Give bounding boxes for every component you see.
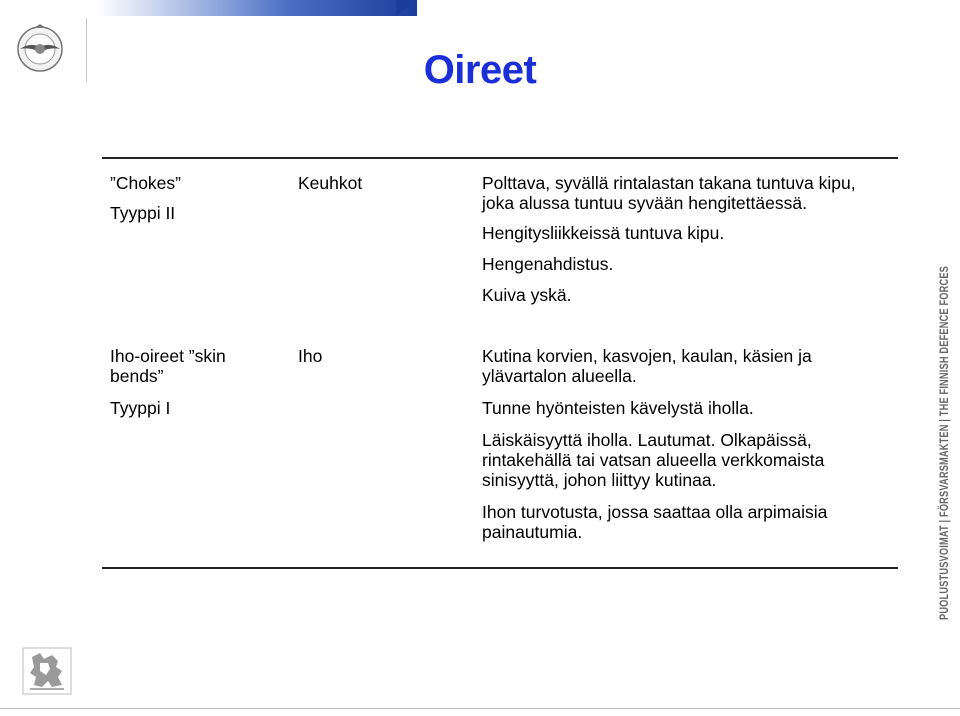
sidebar-branding [922,262,960,622]
symptom-item: Tunne hyönteisten kävelystä iholla. [482,398,754,418]
table-bottom-rule [102,567,898,569]
row2-type-class: Tyyppi I [110,398,171,418]
symptom-item: Läiskäisyyttä iholla. Lautumat. Olkapäissä, rintakehällä tai vatsan alueella verkkomaista sinisyyttä, johon liittyy kutinaa. [482,430,825,490]
symptom-item: Kuiva yskä. [482,285,572,305]
row1-type-name: ”Chokes” [110,173,181,193]
footer-rule [0,708,960,709]
symptom-item: Hengitysliikkeissä tuntuva kipu. [482,223,725,243]
row2-symptoms [482,346,862,542]
row1-type-class: Tyyppi II [110,203,176,223]
row2-type-cell [110,346,250,418]
header-gradient-bar [95,0,417,16]
symptom-item: Kutina korvien, kasvojen, kaulan, käsien ja ylävartalon alueella. [482,346,812,386]
row1-type-cell [110,173,280,223]
row1-symptoms [482,173,892,305]
header-bar-tip [396,0,416,16]
table-top-rule [102,157,898,159]
symptom-item: Polttava, syvällä rintalastan takana tuntuva kipu, joka alussa tuntuu syvään hengitettäessä. [482,173,856,213]
symptom-item: Ihon turvotusta, jossa saattaa olla arpimaisia painautumia. [482,502,828,542]
row2-type-name: Iho-oireet ”skin bends” [110,346,226,386]
row2-location: Iho [298,346,323,366]
finnish-lion-icon [22,647,72,695]
page-title: Oireet [423,48,537,92]
symptom-item: Hengenahdistus. [482,254,614,274]
row1-location: Keuhkot [298,173,363,193]
sidebar-branding-text: PUOLUSTUSVOIMAT | FÖRSVARSMAKTEN | THE FINNISH DEFENCE FORCES [939,262,951,620]
